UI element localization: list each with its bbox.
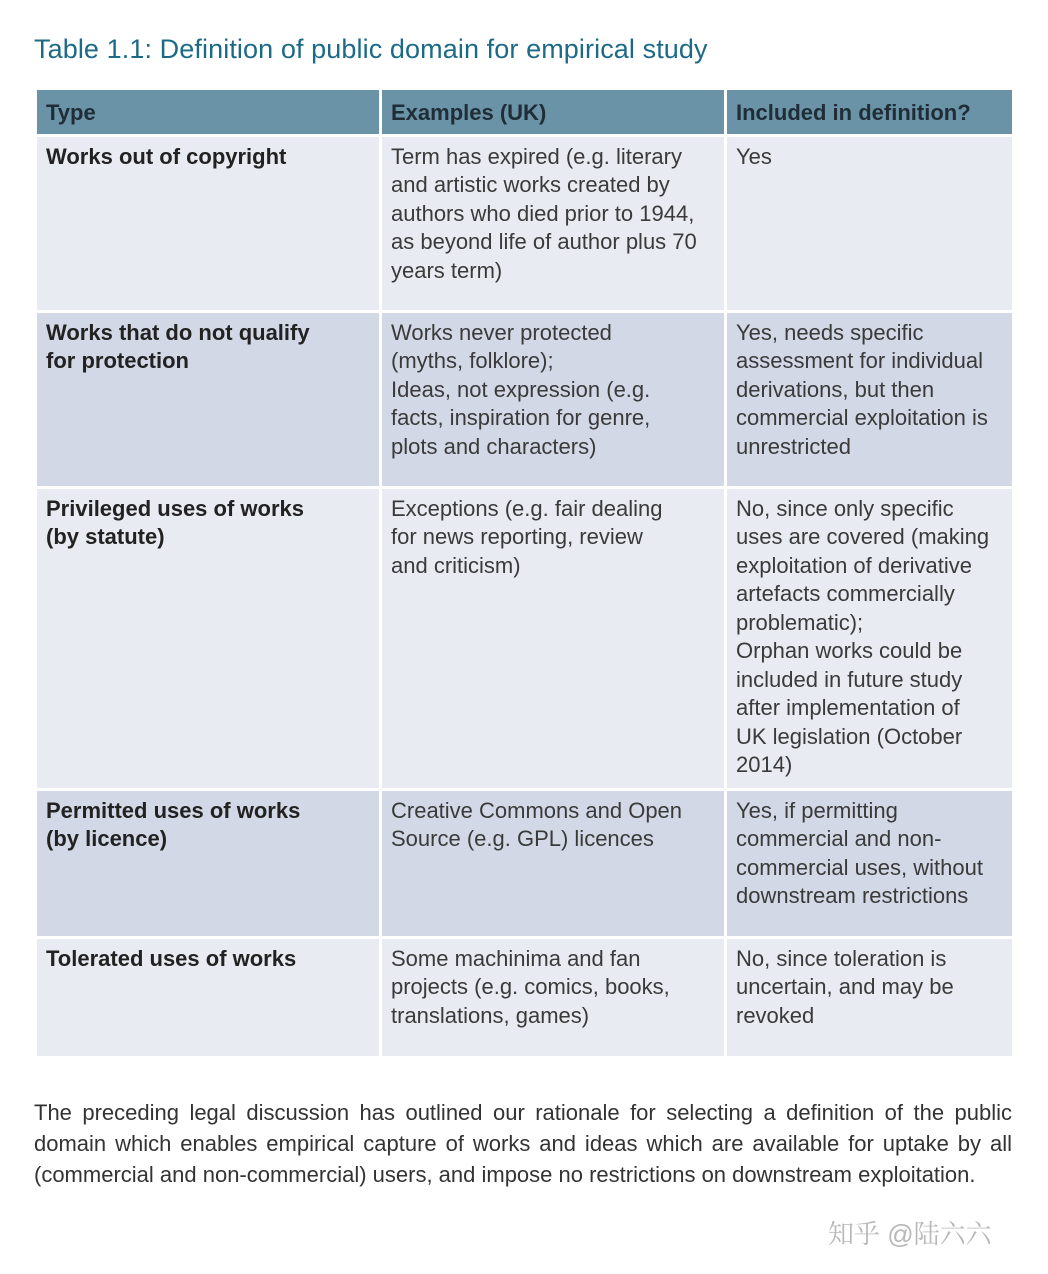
type-cell	[36, 311, 381, 487]
header-examples: Examples (UK)	[381, 89, 726, 136]
header-included: Included in definition?	[726, 89, 1014, 136]
cell-line: Yes	[736, 143, 772, 169]
type-cell	[36, 135, 381, 311]
included-cell	[726, 789, 1014, 937]
cell-line: revoked	[736, 1002, 815, 1028]
included-cell	[726, 937, 1014, 1057]
cell-line: Yes, if permitting	[736, 797, 898, 823]
cell-line: Some machinima and fan	[391, 945, 641, 971]
included-cell	[726, 487, 1014, 789]
table-row	[36, 487, 1014, 789]
cell-line: Orphan works could be	[736, 638, 963, 663]
cell-line: Term has expired (e.g. literary	[391, 143, 682, 169]
cell-line: Works out of copyright	[46, 143, 287, 169]
table-header-row	[36, 89, 1014, 136]
examples-cell	[381, 937, 726, 1057]
watermark: 知乎 @陆六六	[828, 1219, 992, 1249]
examples-cell	[381, 487, 726, 789]
cell-line: UK legislation (October	[736, 723, 963, 749]
cell-line: uncertain, and may be	[736, 974, 954, 999]
cell-line: Creative Commons and Open	[391, 797, 683, 823]
cell-line: (by statute)	[46, 524, 165, 549]
table-row	[36, 135, 1014, 311]
type-cell	[36, 487, 381, 789]
cell-line: Tolerated uses of works	[46, 945, 297, 971]
table-row	[36, 311, 1014, 487]
cell-line: Works never protected	[391, 319, 612, 345]
cell-line: Ideas, not expression (e.g.	[391, 376, 651, 402]
cell-line: included in future study	[736, 666, 963, 692]
cell-line: (by licence)	[46, 826, 168, 851]
cell-line: assessment for individual	[736, 348, 984, 373]
header-type: Type	[36, 89, 381, 136]
table-row	[36, 789, 1014, 937]
cell-line: No, since toleration is	[736, 945, 947, 971]
cell-line: commercial and non-	[736, 826, 942, 851]
definition-table	[34, 87, 1015, 1059]
cell-line: derivations, but then	[736, 376, 935, 402]
included-cell	[726, 135, 1014, 311]
cell-line: problematic);	[736, 609, 864, 635]
cell-line: commercial exploitation is	[736, 405, 988, 430]
cell-line: for news reporting, review	[391, 524, 643, 549]
examples-cell	[381, 311, 726, 487]
body-paragraph: The preceding legal discussion has outlined our rationale for selecting a definition of the public domain which enables empirical capture of works and ideas which are available for uptake by all (commercial and non-commercial) users, and impose no restrictions on downstream exploitation.	[34, 1100, 1012, 1187]
cell-line: facts, inspiration for genre,	[391, 405, 651, 430]
cell-line: Source (e.g. GPL) licences	[391, 826, 654, 851]
cell-line: artefacts commercially	[736, 581, 955, 606]
table-row	[36, 937, 1014, 1057]
cell-line: (myths, folklore);	[391, 348, 554, 373]
cell-line: projects (e.g. comics, books,	[391, 974, 670, 999]
cell-line: 2014)	[736, 752, 793, 777]
cell-line: Yes, needs specific	[736, 319, 924, 345]
cell-line: translations, games)	[391, 1002, 590, 1028]
cell-line: years term)	[391, 257, 503, 283]
cell-line: and criticism)	[391, 552, 521, 578]
type-cell	[36, 937, 381, 1057]
cell-line: commercial uses, without	[736, 854, 983, 880]
included-cell	[726, 311, 1014, 487]
table-title: Table 1.1: Definition of public domain for empirical study	[34, 34, 708, 65]
cell-line: unrestricted	[736, 433, 851, 459]
cell-line: after implementation of	[736, 695, 960, 720]
cell-line: No, since only specific	[736, 495, 954, 521]
examples-cell	[381, 789, 726, 937]
examples-cell	[381, 135, 726, 311]
cell-line: Exceptions (e.g. fair dealing	[391, 495, 663, 521]
cell-line: Works that do not qualify	[46, 319, 310, 345]
cell-line: and artistic works created by	[391, 172, 670, 197]
cell-line: exploitation of derivative	[736, 552, 973, 578]
cell-line: as beyond life of author plus 70	[391, 229, 697, 254]
cell-line: uses are covered (making	[736, 524, 990, 549]
cell-line: Privileged uses of works	[46, 495, 304, 521]
cell-line: Permitted uses of works	[46, 797, 301, 823]
cell-line: downstream restrictions	[736, 883, 969, 908]
cell-line: authors who died prior to 1944,	[391, 200, 695, 226]
cell-line: for protection	[46, 348, 189, 373]
cell-line: plots and characters)	[391, 433, 597, 459]
type-cell	[36, 789, 381, 937]
